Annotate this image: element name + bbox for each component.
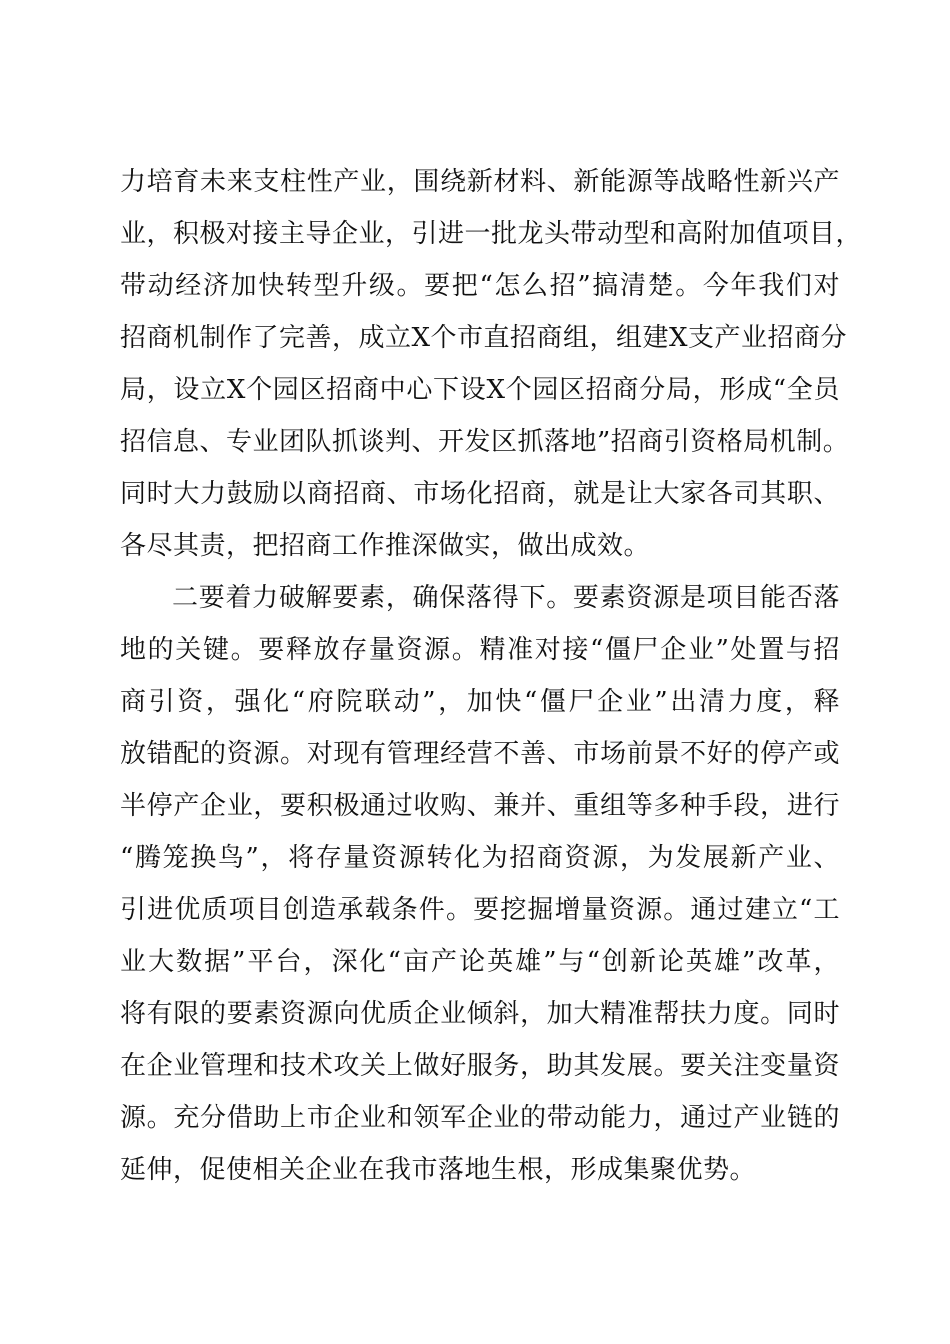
- text-line: 放错配的资源。对现有管理经营不善、市场前景不好的停产或: [120, 739, 840, 769]
- text-line: 商引资，强化“府院联动”，加快“僵尸企业”出清力度，释: [120, 687, 840, 717]
- text-line: 局，设立X个园区招商中心下设X个园区招商分局，形成“全员: [120, 375, 840, 405]
- text-line: 延伸，促使相关企业在我市落地生根，形成集聚优势。: [120, 1155, 757, 1185]
- text-line: 将有限的要素资源向优质企业倾斜，加大精准帮扶力度。同时: [120, 999, 840, 1029]
- text-line: 二要着力破解要素，确保落得下。要素资源是项目能否落: [172, 583, 840, 613]
- text-line: “腾笼换鸟”，将存量资源转化为招商资源，为发展新产业、: [120, 843, 840, 873]
- text-line: 引进优质项目创造承载条件。要挖掘增量资源。通过建立“工: [120, 895, 840, 925]
- text-line: 各尽其责，把招商工作推深做实，做出成效。: [120, 531, 651, 561]
- text-line: 半停产企业，要积极通过收购、兼并、重组等多种手段，进行: [120, 791, 840, 821]
- body-text: [120, 156, 863, 1196]
- text-line: 招商机制作了完善，成立X个市直招商组，组建X支产业招商分: [120, 323, 848, 353]
- text-line: 业大数据”平台，深化“亩产论英雄”与“创新论英雄”改革，: [120, 947, 840, 977]
- text-line: 地的关键。要释放存量资源。精准对接“僵尸企业”处置与招: [120, 635, 840, 665]
- paragraph-1: [120, 156, 863, 572]
- paragraph-2: [120, 572, 840, 1196]
- text-line: 招信息、专业团队抓谈判、开发区抓落地”招商引资格局机制。: [120, 427, 850, 457]
- text-line: 在企业管理和技术攻关上做好服务，助其发展。要关注变量资: [120, 1051, 840, 1081]
- text-line: 业，积极对接主导企业，引进一批龙头带动型和高附加值项目，: [120, 219, 863, 249]
- text-line: 带动经济加快转型升级。要把“怎么招”搞清楚。今年我们对: [120, 271, 840, 301]
- text-line: 同时大力鼓励以商招商、市场化招商，就是让大家各司其职、: [120, 479, 840, 509]
- text-line: 力培育未来支柱性产业，围绕新材料、新能源等战略性新兴产: [120, 167, 840, 197]
- text-line: 源。充分借助上市企业和领军企业的带动能力，通过产业链的: [120, 1103, 840, 1133]
